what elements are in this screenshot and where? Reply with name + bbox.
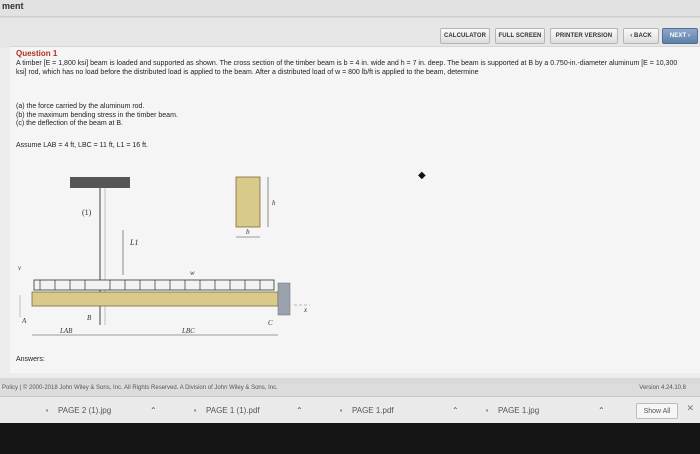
download-name: PAGE 1.jpg [498,405,540,415]
v-label: v [18,264,22,272]
x-label: x [304,306,308,314]
copyright-text[interactable]: Policy | © 2000-2018 John Wiley & Sons, Inc. All Rights Reserved. A Division of John Wiley & Sons, Inc. [2,385,278,391]
download-name: PAGE 2 (1).jpg [58,405,112,415]
nav-bar [0,18,700,48]
assume-line: Assume LAB = 4 ft, LBC = 11 ft, L1 = 16 ft. [16,142,148,149]
top-strip [0,0,700,17]
beam-figure [10,175,330,350]
part-a: (a) the force carried by the aluminum rod. [16,103,145,110]
download-item-page1-pdf[interactable] [336,401,394,419]
back-button[interactable]: ‹ BACK [623,28,659,44]
download-item-page1-pdf-1[interactable] [190,401,260,419]
close-icon[interactable]: ✕ [686,403,694,413]
chevron-up-icon[interactable]: ⌃ [150,405,157,415]
pdf-file-icon: ▪ [193,405,197,415]
question-title: Question 1 [16,49,58,58]
timber-beam [32,292,278,306]
download-name: PAGE 1.pdf [352,405,394,415]
question-parts [16,103,178,129]
rod-label: (1) [82,208,92,217]
top-support [70,177,130,188]
printer-version-button[interactable]: PRINTER VERSION [550,28,618,44]
page-footer [0,384,700,396]
answers-label: Answers: [16,356,45,363]
assignment-page [0,18,700,378]
image-file-icon: ▪ [485,405,489,415]
chevron-up-icon[interactable]: ⌃ [296,405,303,415]
question-text: A timber [E = 1,800 ksi] beam is loaded and supported as shown. The cross section of the timber beam is b = 4 in. wide and h = 7 in. deep. The beam is supported at B by a 0.750-in.-diameter aluminum [E = 10,300 ksi] rod, which has no load before the distributed load is applied to the beam. After a distributed load of w = 800 lb/ft is applied to the beam, determine [16,60,678,76]
w-label: w [190,269,195,277]
chevron-up-icon[interactable]: ⌃ [452,405,459,415]
lab-label: LAB [60,327,73,335]
cross-section [236,177,260,227]
part-b: (b) the maximum bending stress in the timber beam. [16,111,178,119]
b-dim-label: b [246,228,250,236]
download-item-page1-jpg[interactable] [482,401,539,419]
monitor-bezel [0,423,700,454]
calculator-button[interactable]: CALCULATOR [440,28,490,44]
download-name: PAGE 1 (1).pdf [206,405,260,415]
show-all-button[interactable]: Show All [636,403,678,419]
next-button[interactable]: NEXT › [662,28,698,44]
question-panel [10,46,700,373]
image-file-icon: ▪ [45,405,49,415]
part-c: (c) the deflection of the beam at B. [16,120,124,127]
a-label: A [22,317,27,325]
download-item-page2[interactable] [42,401,111,419]
download-bar [0,396,700,423]
wall-c [278,283,290,315]
full-screen-button[interactable]: FULL SCREEN [495,28,545,44]
l1-label: L1 [130,238,139,247]
c-label: C [268,319,273,327]
chevron-up-icon[interactable]: ⌃ [598,405,605,415]
window-title-fragment: ment [2,1,24,11]
pdf-file-icon: ▪ [339,405,343,415]
b-label: B [87,314,92,322]
mouse-cursor: ◆ [418,170,426,181]
h-label: h [272,199,276,207]
version-text: Version 4.24.10.8 [639,385,686,391]
lbc-label: LBC [182,327,195,335]
